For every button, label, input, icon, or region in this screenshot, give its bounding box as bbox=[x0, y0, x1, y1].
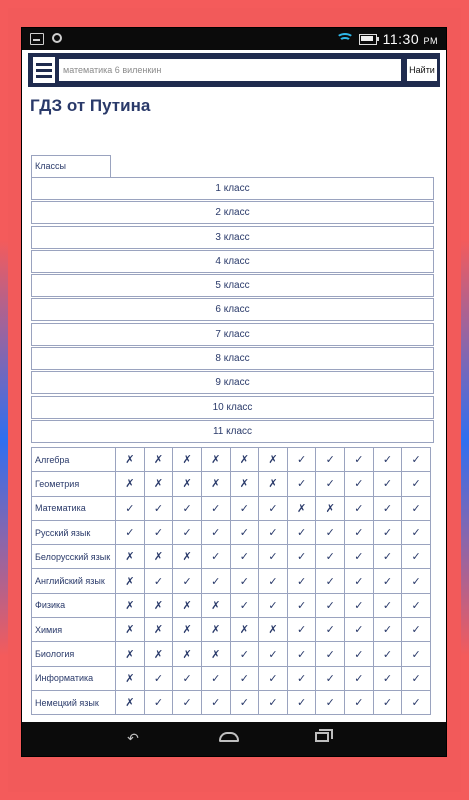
check-icon[interactable]: ✓ bbox=[201, 690, 230, 714]
check-icon[interactable]: ✓ bbox=[287, 666, 316, 690]
cross-icon: ✗ bbox=[230, 618, 259, 642]
check-icon[interactable]: ✓ bbox=[345, 593, 374, 617]
check-icon[interactable]: ✓ bbox=[230, 520, 259, 544]
image-icon bbox=[30, 33, 44, 45]
check-icon[interactable]: ✓ bbox=[402, 690, 431, 714]
battery-icon bbox=[359, 34, 377, 45]
cross-icon: ✗ bbox=[173, 618, 202, 642]
check-icon[interactable]: ✓ bbox=[116, 496, 145, 520]
class-item[interactable]: 9 класс bbox=[31, 371, 434, 394]
cross-icon: ✗ bbox=[316, 496, 345, 520]
cross-icon: ✗ bbox=[230, 472, 259, 496]
class-item[interactable]: 5 класс bbox=[31, 274, 434, 297]
class-item[interactable]: 11 класс bbox=[31, 420, 434, 443]
clock: 11:30 PM bbox=[382, 31, 438, 47]
check-icon[interactable]: ✓ bbox=[373, 618, 402, 642]
table-row bbox=[32, 618, 431, 642]
cross-icon: ✗ bbox=[116, 448, 145, 472]
app-screen bbox=[22, 50, 446, 722]
cross-icon: ✗ bbox=[230, 448, 259, 472]
check-icon[interactable]: ✓ bbox=[402, 569, 431, 593]
check-icon[interactable]: ✓ bbox=[173, 496, 202, 520]
cross-icon: ✗ bbox=[116, 545, 145, 569]
check-icon[interactable]: ✓ bbox=[402, 666, 431, 690]
check-icon[interactable]: ✓ bbox=[373, 569, 402, 593]
check-icon[interactable]: ✓ bbox=[259, 520, 288, 544]
check-icon[interactable]: ✓ bbox=[173, 520, 202, 544]
check-icon[interactable]: ✓ bbox=[287, 690, 316, 714]
cross-icon: ✗ bbox=[287, 496, 316, 520]
cross-icon: ✗ bbox=[201, 472, 230, 496]
check-icon[interactable]: ✓ bbox=[230, 569, 259, 593]
check-icon[interactable]: ✓ bbox=[345, 448, 374, 472]
check-icon[interactable]: ✓ bbox=[373, 448, 402, 472]
check-icon[interactable]: ✓ bbox=[287, 569, 316, 593]
cross-icon: ✗ bbox=[144, 642, 173, 666]
cross-icon: ✗ bbox=[173, 448, 202, 472]
recent-apps-icon[interactable] bbox=[312, 729, 338, 747]
check-icon[interactable]: ✓ bbox=[201, 496, 230, 520]
check-icon[interactable]: ✓ bbox=[402, 618, 431, 642]
tab-classes[interactable]: Классы bbox=[31, 155, 111, 177]
check-icon[interactable]: ✓ bbox=[287, 642, 316, 666]
search-input[interactable]: математика 6 виленкин bbox=[58, 58, 402, 82]
cross-icon: ✗ bbox=[173, 545, 202, 569]
class-item[interactable]: 6 класс bbox=[31, 298, 434, 321]
check-icon[interactable]: ✓ bbox=[230, 545, 259, 569]
check-icon[interactable]: ✓ bbox=[144, 690, 173, 714]
check-icon[interactable]: ✓ bbox=[402, 545, 431, 569]
check-icon[interactable]: ✓ bbox=[116, 520, 145, 544]
wifi-icon bbox=[337, 33, 353, 45]
check-icon[interactable]: ✓ bbox=[259, 666, 288, 690]
tablet-device bbox=[22, 28, 446, 756]
cross-icon: ✗ bbox=[173, 593, 202, 617]
check-icon[interactable]: ✓ bbox=[345, 569, 374, 593]
check-icon[interactable]: ✓ bbox=[373, 520, 402, 544]
check-icon[interactable]: ✓ bbox=[259, 593, 288, 617]
class-item[interactable]: 1 класс bbox=[31, 177, 434, 200]
class-list bbox=[31, 177, 434, 444]
check-icon[interactable]: ✓ bbox=[230, 642, 259, 666]
check-icon[interactable]: ✓ bbox=[402, 496, 431, 520]
check-icon[interactable]: ✓ bbox=[259, 496, 288, 520]
check-icon[interactable]: ✓ bbox=[316, 618, 345, 642]
subject-name[interactable]: Алгебра bbox=[32, 448, 116, 472]
subject-name[interactable]: Биология bbox=[32, 642, 116, 666]
cross-icon: ✗ bbox=[144, 472, 173, 496]
check-icon[interactable]: ✓ bbox=[287, 545, 316, 569]
check-icon[interactable]: ✓ bbox=[287, 472, 316, 496]
cross-icon: ✗ bbox=[173, 472, 202, 496]
check-icon[interactable]: ✓ bbox=[402, 642, 431, 666]
gear-icon bbox=[52, 33, 62, 43]
check-icon[interactable]: ✓ bbox=[402, 520, 431, 544]
check-icon[interactable]: ✓ bbox=[345, 496, 374, 520]
class-item[interactable]: 2 класс bbox=[31, 201, 434, 224]
check-icon[interactable]: ✓ bbox=[144, 569, 173, 593]
find-button[interactable]: Найти bbox=[406, 58, 438, 82]
class-item[interactable]: 10 класс bbox=[31, 396, 434, 419]
check-icon[interactable]: ✓ bbox=[230, 666, 259, 690]
cross-icon: ✗ bbox=[201, 593, 230, 617]
check-icon[interactable]: ✓ bbox=[345, 472, 374, 496]
cross-icon: ✗ bbox=[173, 642, 202, 666]
cross-icon: ✗ bbox=[116, 472, 145, 496]
check-icon[interactable]: ✓ bbox=[316, 642, 345, 666]
check-icon[interactable]: ✓ bbox=[402, 472, 431, 496]
subject-name[interactable]: Информатика bbox=[32, 666, 116, 690]
check-icon[interactable]: ✓ bbox=[345, 520, 374, 544]
check-icon[interactable]: ✓ bbox=[259, 642, 288, 666]
class-item[interactable]: 3 класс bbox=[31, 226, 434, 249]
table-row bbox=[32, 642, 431, 666]
subjects-table bbox=[31, 447, 431, 715]
check-icon[interactable]: ✓ bbox=[230, 496, 259, 520]
cross-icon: ✗ bbox=[259, 618, 288, 642]
back-icon[interactable]: ↶ bbox=[127, 730, 139, 746]
check-icon[interactable]: ✓ bbox=[316, 569, 345, 593]
check-icon[interactable]: ✓ bbox=[287, 618, 316, 642]
check-icon[interactable]: ✓ bbox=[144, 520, 173, 544]
subject-name[interactable]: Математика bbox=[32, 496, 116, 520]
table-row bbox=[32, 666, 431, 690]
check-icon[interactable]: ✓ bbox=[201, 569, 230, 593]
check-icon[interactable]: ✓ bbox=[316, 666, 345, 690]
check-icon[interactable]: ✓ bbox=[201, 666, 230, 690]
check-icon[interactable]: ✓ bbox=[316, 593, 345, 617]
check-icon[interactable]: ✓ bbox=[316, 545, 345, 569]
table-row bbox=[32, 545, 431, 569]
check-icon[interactable]: ✓ bbox=[373, 690, 402, 714]
top-bar bbox=[28, 53, 440, 87]
table-row bbox=[32, 569, 431, 593]
cross-icon: ✗ bbox=[144, 593, 173, 617]
check-icon[interactable]: ✓ bbox=[316, 690, 345, 714]
check-icon[interactable]: ✓ bbox=[345, 545, 374, 569]
check-icon[interactable]: ✓ bbox=[316, 448, 345, 472]
subject-name[interactable]: Немецкий язык bbox=[32, 690, 116, 714]
check-icon[interactable]: ✓ bbox=[316, 520, 345, 544]
check-icon[interactable]: ✓ bbox=[173, 569, 202, 593]
check-icon[interactable]: ✓ bbox=[402, 593, 431, 617]
cross-icon: ✗ bbox=[144, 545, 173, 569]
table-row bbox=[32, 520, 431, 544]
check-icon[interactable]: ✓ bbox=[259, 569, 288, 593]
subject-name[interactable]: Английский язык bbox=[32, 569, 116, 593]
check-icon[interactable]: ✓ bbox=[345, 642, 374, 666]
check-icon[interactable]: ✓ bbox=[173, 690, 202, 714]
subject-name[interactable]: Белорусский язык bbox=[32, 545, 116, 569]
class-item[interactable]: 8 класс bbox=[31, 347, 434, 370]
check-icon[interactable]: ✓ bbox=[287, 593, 316, 617]
check-icon[interactable]: ✓ bbox=[144, 666, 173, 690]
cross-icon: ✗ bbox=[259, 448, 288, 472]
subject-name[interactable]: Физика bbox=[32, 593, 116, 617]
check-icon[interactable]: ✓ bbox=[259, 545, 288, 569]
check-icon[interactable]: ✓ bbox=[402, 448, 431, 472]
class-item[interactable]: 7 класс bbox=[31, 323, 434, 346]
check-icon[interactable]: ✓ bbox=[173, 666, 202, 690]
check-icon[interactable]: ✓ bbox=[201, 520, 230, 544]
cross-icon: ✗ bbox=[144, 618, 173, 642]
check-icon[interactable]: ✓ bbox=[373, 545, 402, 569]
check-icon[interactable]: ✓ bbox=[230, 690, 259, 714]
check-icon[interactable]: ✓ bbox=[287, 520, 316, 544]
cross-icon: ✗ bbox=[116, 642, 145, 666]
check-icon[interactable]: ✓ bbox=[373, 642, 402, 666]
check-icon[interactable]: ✓ bbox=[373, 666, 402, 690]
class-item[interactable]: 4 класс bbox=[31, 250, 434, 273]
table-row bbox=[32, 690, 431, 714]
check-icon[interactable]: ✓ bbox=[373, 496, 402, 520]
check-icon[interactable]: ✓ bbox=[345, 690, 374, 714]
check-icon[interactable]: ✓ bbox=[345, 618, 374, 642]
cross-icon: ✗ bbox=[116, 690, 145, 714]
navigation-bar bbox=[22, 722, 446, 756]
table-row bbox=[32, 593, 431, 617]
page-title: ГДЗ от Путина bbox=[30, 96, 151, 115]
subject-name[interactable]: Геометрия bbox=[32, 472, 116, 496]
check-icon[interactable]: ✓ bbox=[287, 448, 316, 472]
table-row bbox=[32, 472, 431, 496]
check-icon[interactable]: ✓ bbox=[373, 472, 402, 496]
cross-icon: ✗ bbox=[144, 448, 173, 472]
table-row bbox=[32, 496, 431, 520]
cross-icon: ✗ bbox=[259, 472, 288, 496]
check-icon[interactable]: ✓ bbox=[259, 690, 288, 714]
cross-icon: ✗ bbox=[116, 666, 145, 690]
cross-icon: ✗ bbox=[116, 593, 145, 617]
subject-name[interactable]: Русский язык bbox=[32, 520, 116, 544]
check-icon[interactable]: ✓ bbox=[201, 545, 230, 569]
cross-icon: ✗ bbox=[201, 618, 230, 642]
check-icon[interactable]: ✓ bbox=[316, 472, 345, 496]
cross-icon: ✗ bbox=[201, 642, 230, 666]
table-row bbox=[32, 448, 431, 472]
cross-icon: ✗ bbox=[116, 618, 145, 642]
check-icon[interactable]: ✓ bbox=[373, 593, 402, 617]
home-icon[interactable] bbox=[217, 729, 243, 747]
subject-name[interactable]: Химия bbox=[32, 618, 116, 642]
check-icon[interactable]: ✓ bbox=[345, 666, 374, 690]
check-icon[interactable]: ✓ bbox=[144, 496, 173, 520]
cross-icon: ✗ bbox=[116, 569, 145, 593]
cross-icon: ✗ bbox=[201, 448, 230, 472]
check-icon[interactable]: ✓ bbox=[230, 593, 259, 617]
menu-icon[interactable] bbox=[32, 56, 56, 84]
status-bar bbox=[22, 28, 446, 50]
